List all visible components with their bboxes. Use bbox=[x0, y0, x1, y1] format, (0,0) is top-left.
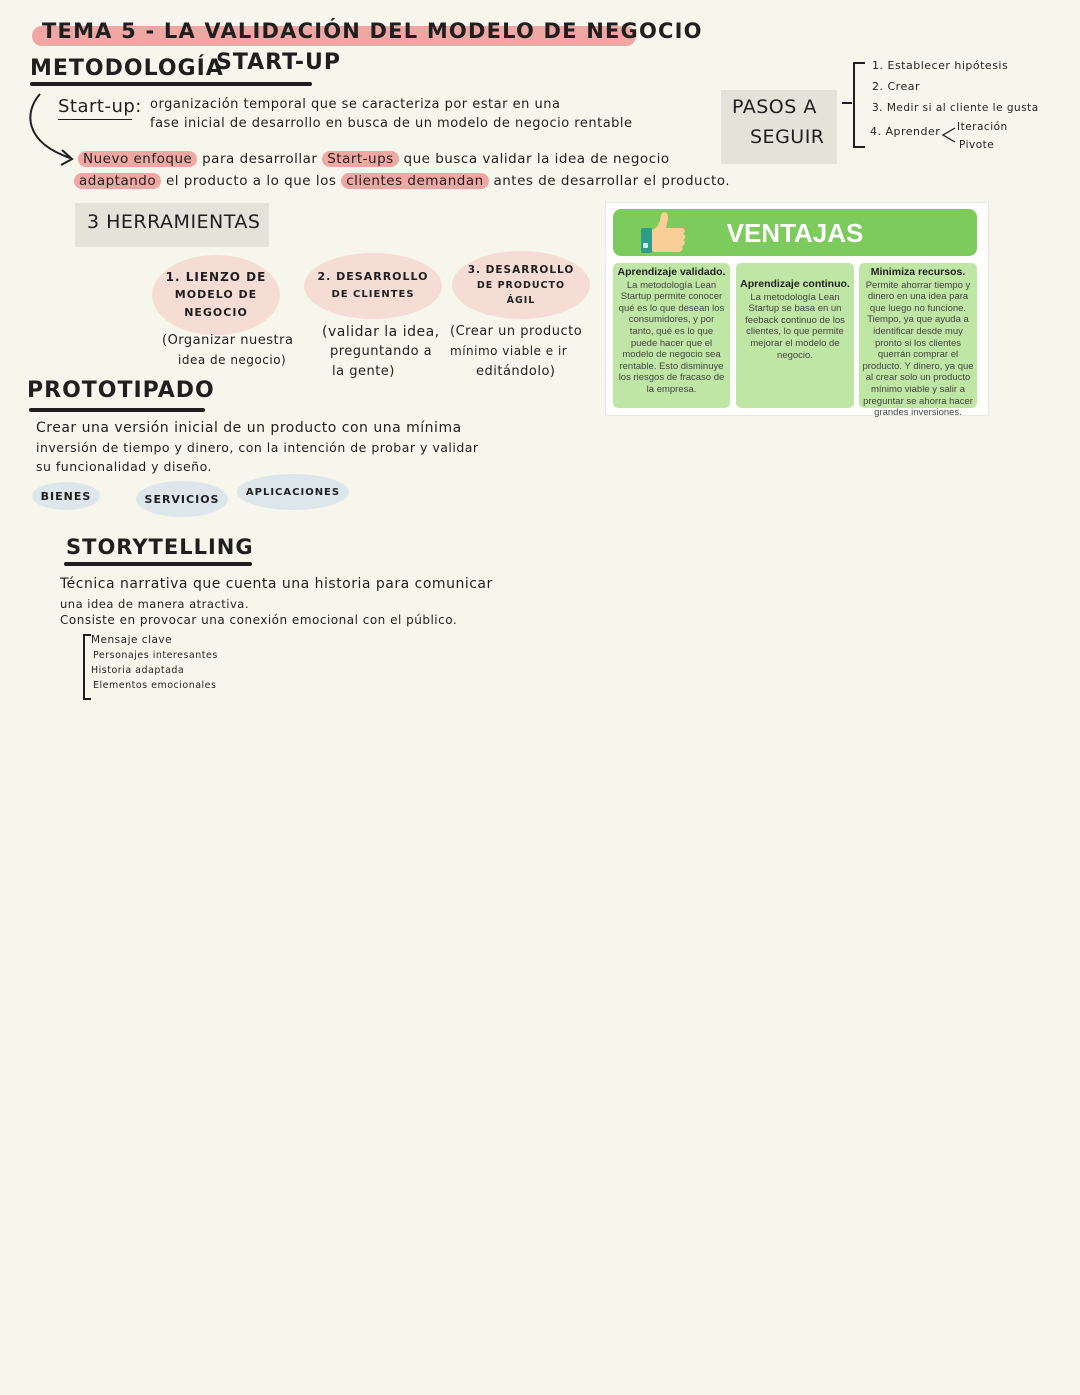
prototipado-heading: PROTOTIPADO bbox=[27, 378, 215, 403]
paso-2: 2. Crear bbox=[872, 80, 920, 93]
page-title: TEMA 5 - LA VALIDACIÓN DEL MODELO DE NEGOCIO bbox=[42, 19, 703, 43]
tool-3-note-3: editándolo) bbox=[476, 364, 556, 379]
storytelling-line3: Consiste en provocar una conexión emocional con el público. bbox=[60, 613, 458, 627]
ventaja-3-text: Permite ahorrar tiempo y dinero en una idea para que luego no funcione. Tiempo, ya que ayuda a identificar desde muy pronto si los clientes querrán comprar el producto. Y dinero, ya que al crear solo un producto mínimo viable y salir a preguntar se ahorra hacer grandes inversiones. bbox=[862, 279, 974, 419]
tool-3-title-1: 3. DESARROLLO bbox=[467, 263, 575, 276]
tag-bienes: BIENES bbox=[32, 482, 100, 510]
ventaja-1-text: La metodología Lean Startup permite conocer qué es lo que desean los consumidores, y por tanto, qué es lo que puede hacer que el modelo de negocio sea rentable. Esto disminuye los riesgos de fracaso de la empresa. bbox=[618, 279, 725, 395]
startup-heading: START-UP bbox=[216, 50, 342, 75]
storytelling-underline bbox=[64, 562, 252, 566]
startup-label-underline bbox=[58, 119, 132, 120]
paso-4: 4. Aprender bbox=[870, 125, 941, 138]
highlight-clientes-demandan: clientes demandan bbox=[341, 173, 488, 189]
tool-1-note-1: (Organizar nuestra bbox=[162, 333, 294, 348]
enfoque-line1 bbox=[78, 151, 670, 167]
story-item-1: Mensaje clave bbox=[91, 634, 173, 646]
story-item-2: Personajes interesantes bbox=[93, 650, 218, 661]
paso-3: 3. Medir si al cliente le gusta bbox=[872, 102, 1039, 114]
tool-3-title-2: DE PRODUCTO bbox=[476, 279, 566, 291]
tool-3-note-1: (Crear un producto bbox=[450, 324, 583, 339]
enfoque-text4: antes de desarrollar el producto. bbox=[493, 173, 731, 189]
pasos-connector bbox=[842, 102, 852, 104]
tag-aplicaciones: APLICACIONES bbox=[237, 474, 349, 510]
ventaja-col-3 bbox=[859, 263, 977, 419]
tool-1-title-2: MODELO DE bbox=[174, 288, 258, 301]
ventaja-col-2 bbox=[736, 263, 854, 408]
tool-2-note-3: la gente) bbox=[332, 364, 395, 379]
sub-pivote: Pivote bbox=[959, 139, 995, 151]
tool-ellipse-2 bbox=[304, 253, 442, 319]
sub-iteracion: Iteración bbox=[957, 121, 1008, 133]
startup-def-line1: organización temporal que se caracteriza por estar en una bbox=[150, 97, 561, 112]
highlight-startups: Start-ups bbox=[322, 151, 399, 167]
ventaja-2-title: Aprendizaje continuo. bbox=[740, 278, 850, 290]
pasos-line1: PASOS A bbox=[732, 96, 817, 118]
tool-3-title-3: ÁGIL bbox=[506, 294, 536, 306]
metodologia-underline bbox=[30, 82, 312, 86]
ventaja-2-text: La metodología Lean Startup se basa en un feeback continuo de los clientes, lo que permite mejorar el modelo de negocio. bbox=[745, 291, 845, 361]
ventajas-header bbox=[613, 209, 977, 256]
aprender-branch bbox=[940, 124, 958, 146]
tool-ellipse-1 bbox=[152, 255, 280, 335]
pasos-bracket bbox=[853, 62, 865, 148]
prototipado-line3: su funcionalidad y diseño. bbox=[36, 459, 212, 474]
pasos-line2: SEGUIR bbox=[750, 126, 825, 148]
startup-def-line2: fase inicial de desarrollo en busca de un modelo de negocio rentable bbox=[150, 116, 633, 131]
storytelling-line1: Técnica narrativa que cuenta una historia para comunicar bbox=[60, 576, 493, 592]
enfoque-text2: que busca validar la idea de negocio bbox=[403, 151, 670, 167]
tool-2-title-2: DE CLIENTES bbox=[331, 289, 415, 300]
prototipado-underline bbox=[29, 408, 205, 412]
tool-2-title-1: 2. DESARROLLO bbox=[317, 270, 429, 283]
tool-3-note-2: mínimo viable e ir bbox=[450, 344, 568, 358]
tool-1-note-2: idea de negocio) bbox=[178, 353, 287, 367]
highlight-nuevo-enfoque: Nuevo enfoque bbox=[78, 151, 197, 167]
prototipado-line1: Crear una versión inicial de un producto con una mínima bbox=[36, 420, 462, 436]
storytelling-bracket bbox=[83, 634, 91, 700]
herramientas-label: 3 HERRAMIENTAS bbox=[87, 211, 261, 233]
prototipado-line2: inversión de tiempo y dinero, con la intención de probar y validar bbox=[36, 440, 479, 455]
tag-servicios: SERVICIOS bbox=[136, 481, 228, 517]
storytelling-heading: STORYTELLING bbox=[66, 535, 254, 559]
enfoque-text3: el producto a lo que los bbox=[165, 173, 337, 189]
metodologia-heading: METODOLOGÍA bbox=[30, 56, 224, 81]
enfoque-text1: para desarrollar bbox=[202, 151, 318, 167]
story-item-4: Elementos emocionales bbox=[93, 680, 217, 691]
tool-2-note-2: preguntando a bbox=[330, 344, 433, 359]
paso-1: 1. Establecer hipótesis bbox=[872, 59, 1009, 72]
ventaja-1-title: Aprendizaje validado. bbox=[617, 266, 726, 278]
tool-1-title-3: NEGOCIO bbox=[184, 306, 248, 319]
ventaja-3-title: Minimiza recursos. bbox=[870, 266, 966, 278]
enfoque-line2 bbox=[74, 173, 730, 189]
ventaja-col-1 bbox=[613, 263, 730, 408]
ventajas-title: VENTAJAS bbox=[726, 218, 864, 248]
storytelling-line2: una idea de manera atractiva. bbox=[60, 597, 249, 611]
tool-1-title-1: 1. LIENZO DE bbox=[165, 270, 267, 284]
story-item-3: Historia adaptada bbox=[91, 665, 185, 676]
tool-2-note-1: (validar la idea, bbox=[322, 324, 440, 340]
tool-ellipse-3 bbox=[452, 251, 590, 319]
startup-label: Start-up: bbox=[58, 96, 142, 117]
highlight-adaptando: adaptando bbox=[74, 173, 161, 189]
